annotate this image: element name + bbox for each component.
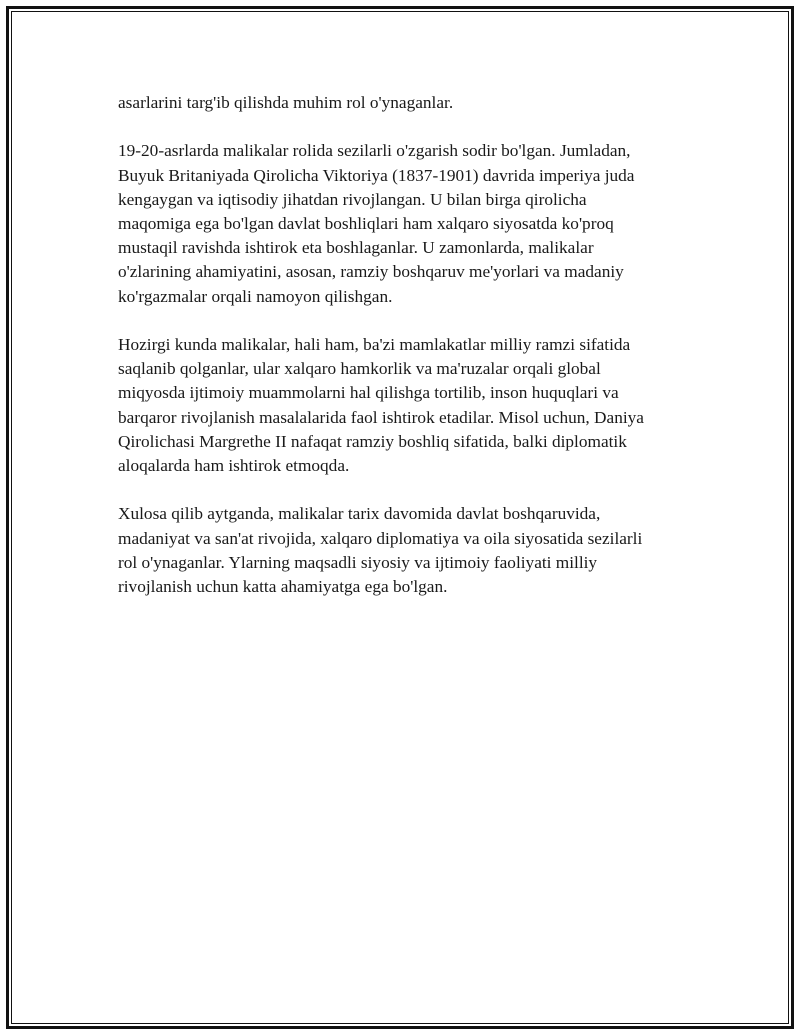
paragraph: asarlarini targ'ib qilishda muhim rol o'ynaganlar. (118, 93, 454, 112)
document-body (118, 91, 698, 623)
paragraph: 19-20-asrlarda malikalar rolida sezilarli o'zgarish sodir bo'lgan. Jumladan, Buyuk Britaniyada Qirolicha Viktoriya (1837-1901) davrida imperiya juda kengaygan va iqtisodiy jihatdan rivojlangan. U bilan birga qirolicha maqomiga ega bo'lgan davlat boshliqlari ham xalqaro siyosatda ko'proq mustaqil ravishda ishtirok eta boshlaganlar. U zamonlarda, malikalar o'zlarining ahamiyatini, asosan, ramziy boshqaruv me'yorlari va madaniy ko'rgazmalar orqali namoyon qilishgan. (118, 141, 635, 306)
paragraph: Hozirgi kunda malikalar, hali ham, ba'zi mamlakatlar milliy ramzi sifatida saqlanib qolganlar, ular xalqaro hamkorlik va ma'ruzalar orqali global miqyosda ijtimoiy muammolarni hal qilishga tortilib, inson huquqlari va barqaror rivojlanish masalalarida faol ishtirok etadilar. Misol uchun, Daniya Qirolichasi Margrethe II nafaqat ramziy boshliq sifatida, balki diplomatik aloqalarda ham ishtirok etmoqda. (118, 335, 644, 476)
paragraph: Xulosa qilib aytganda, malikalar tarix davomida davlat boshqaruvida, madaniyat va san'at rivojida, xalqaro diplomatiya va oila siyosatida sezilarli rol o'ynaganlar. Ylarning maqsadli siyosiy va ijtimoiy faoliyati milliy rivojlanish uchun katta ahamiyatga ega bo'lgan. (118, 504, 643, 597)
